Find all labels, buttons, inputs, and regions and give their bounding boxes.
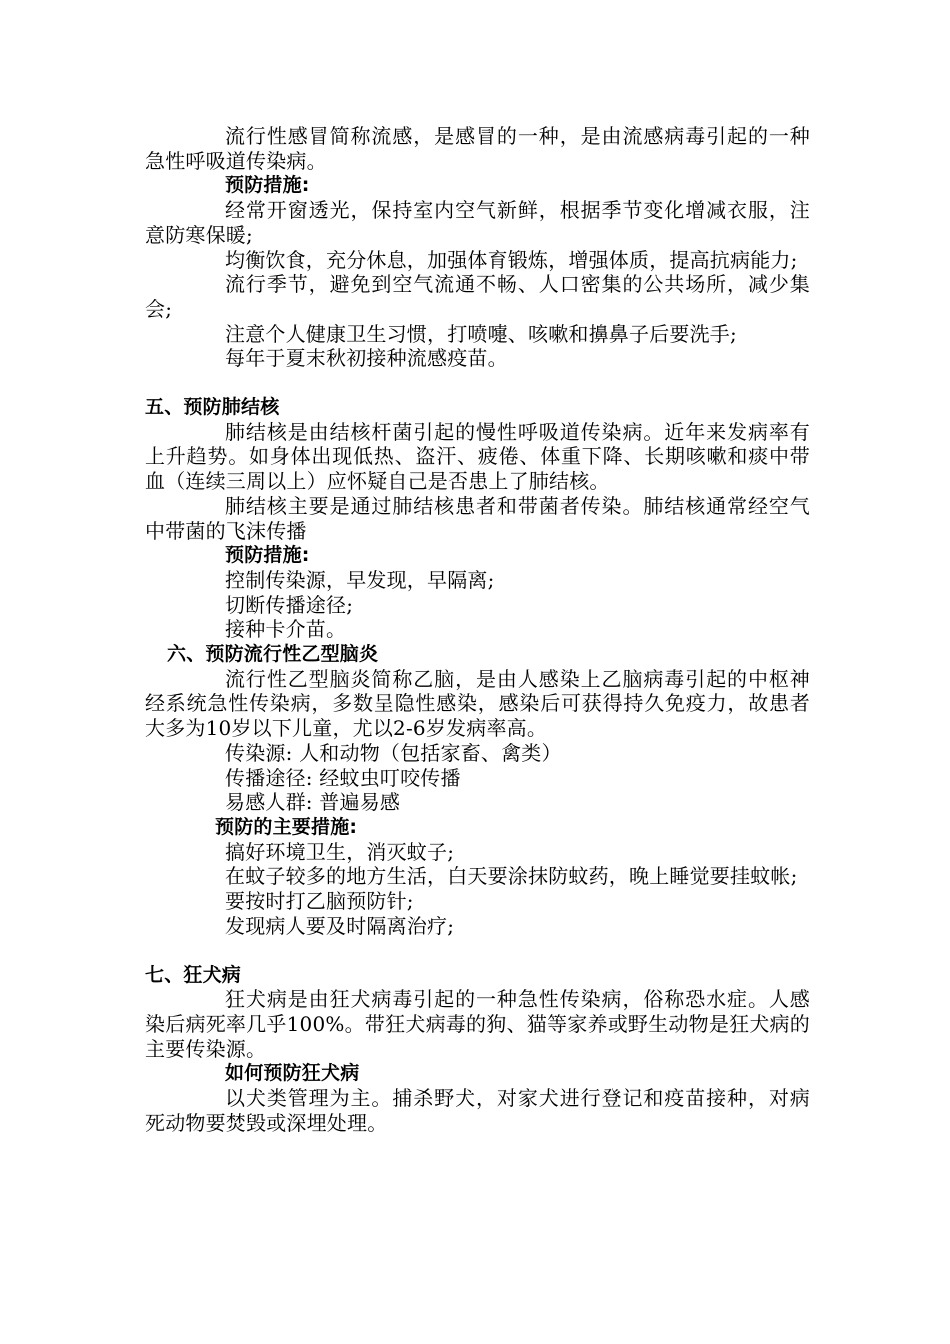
je-measure-2: 在蚊子较多的地方生活，白天要涂抹防蚊药，晚上睡觉要挂蚊帐; <box>225 864 798 889</box>
rabies-heading: 七、狂犬病 <box>145 963 242 986</box>
je-fact-3: 易感人群: 普遍易感 <box>225 790 401 815</box>
tb-measure-1: 控制传染源，早发现，早隔离; <box>225 567 495 592</box>
je-measure-1: 搞好环境卫生，消灭蚊子; <box>225 839 455 864</box>
tb-heading: 五、预防肺结核 <box>145 396 280 419</box>
je-measure-3: 要按时打乙脑预防针; <box>225 889 414 914</box>
tb-measure-3: 接种卡介苗。 <box>225 617 347 642</box>
tb-measure-2: 切断传播途径; <box>225 592 354 617</box>
document-body <box>145 124 810 1135</box>
je-measures-title: 预防的主要措施: <box>215 815 358 838</box>
je-fact-2: 传播途径: 经蚊虫叮咬传播 <box>225 765 461 790</box>
je-paragraph-1: 流行性乙型脑炎简称乙脑，是由人感染上乙脑病毒引起的中枢神经系统急性传染病，多数呈隐性感染，感染后可获得持久免疫力，故患者大多为10岁以下儿童，尤以2-6岁发病率高。 <box>145 666 810 741</box>
flu-measure-4: 注意个人健康卫生习惯，打喷嚏、咳嗽和擤鼻子后要洗手; <box>225 321 737 346</box>
section-spacer <box>145 939 810 963</box>
je-heading: 六、预防流行性乙型脑炎 <box>167 643 379 666</box>
je-fact-1: 传染源: 人和动物（包括家畜、禽类） <box>225 740 562 765</box>
rabies-paragraph-1: 狂犬病是由狂犬病毒引起的一种急性传染病，俗称恐水症。人感染后病死率几乎100%。带狂犬病毒的狗、猫等家养或野生动物是狂犬病的主要传染源。 <box>145 987 810 1061</box>
je-measure-4: 发现病人要及时隔离治疗; <box>225 913 455 938</box>
tb-paragraph-2: 肺结核主要是通过肺结核患者和带菌者传染。肺结核通常经空气中带菌的飞沫传播 <box>145 493 810 543</box>
flu-measure-2: 均衡饮食，充分休息，加强体育锻炼，增强体质，提高抗病能力; <box>225 247 798 272</box>
rabies-measures-title: 如何预防狂犬病 <box>225 1062 360 1085</box>
flu-measure-3: 流行季节，避免到空气流通不畅、人口密集的公共场所，减少集会; <box>145 272 810 321</box>
flu-measures-title: 预防措施: <box>225 174 310 197</box>
tb-measures-title: 预防措施: <box>225 544 310 567</box>
flu-measure-5: 每年于夏末秋初接种流感疫苗。 <box>225 346 508 371</box>
flu-intro: 流行性感冒简称流感，是感冒的一种，是由流感病毒引起的一种急性呼吸道传染病。 <box>145 124 810 173</box>
flu-measure-1: 经常开窗透光，保持室内空气新鲜，根据季节变化增减衣服，注意防寒保暖; <box>145 198 810 247</box>
tb-paragraph-1: 肺结核是由结核杆菌引起的慢性呼吸道传染病。近年来发病率有上升趋势。如身体出现低热、盗汗、疲倦、体重下降、长期咳嗽和痰中带血（连续三周以上）应怀疑自己是否患上了肺结核。 <box>145 419 810 494</box>
section-spacer <box>145 371 810 395</box>
rabies-paragraph-2: 以犬类管理为主。捕杀野犬，对家犬进行登记和疫苗接种，对病死动物要焚毁或深埋处理。 <box>145 1086 810 1135</box>
